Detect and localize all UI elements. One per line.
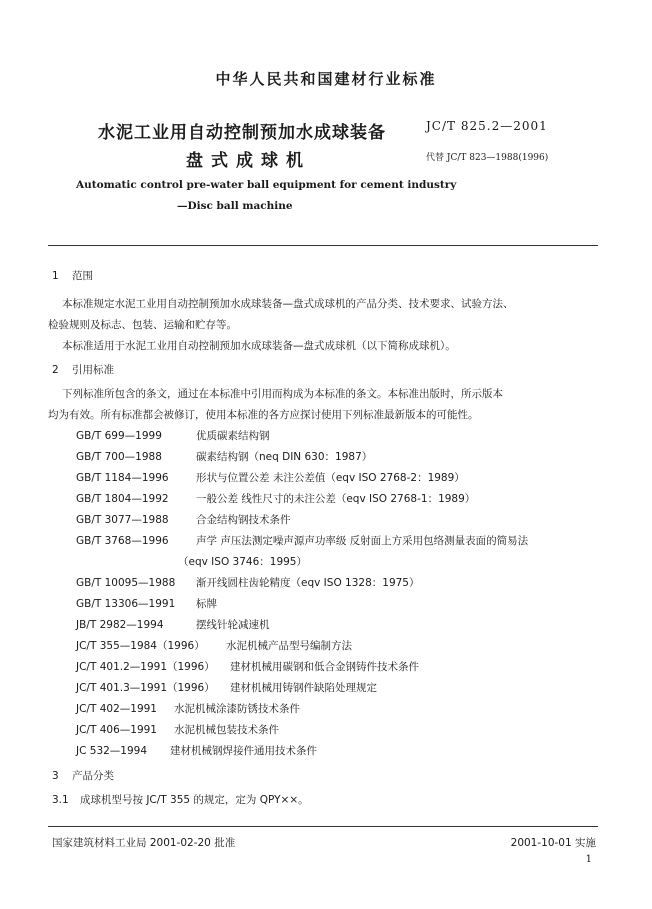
reference-item bbox=[76, 596, 217, 611]
reference-item bbox=[76, 722, 279, 737]
reference-item bbox=[76, 659, 419, 674]
reference-item bbox=[76, 575, 419, 590]
page-number: 1 bbox=[585, 854, 592, 865]
document-title-line2: 盘式成球机 bbox=[186, 151, 311, 171]
reference-item bbox=[76, 428, 270, 443]
section-2-paragraph-line2: 均为有效。所有标准都会被修订，使用本标准的各方应探讨使用下列标准最新版本的可能性。 bbox=[48, 409, 479, 421]
section-1-paragraph-1-line1: 本标准规定水泥工业用自动控制预加水成球装备—盘式成球机的产品分类、技术要求、试验方法、 bbox=[62, 298, 514, 310]
reference-title: 渐开线圆柱齿轮精度（eqv ISO 1328：1975） bbox=[196, 577, 420, 589]
reference-item bbox=[76, 533, 528, 548]
reference-code: JC/T 406—1991 bbox=[76, 724, 157, 736]
reference-title: 合金结构钢技术条件 bbox=[196, 514, 291, 526]
reference-item bbox=[76, 512, 291, 527]
reference-title: 水泥机械涂漆防锈技术条件 bbox=[174, 703, 300, 715]
reference-code: GB/T 699—1999 bbox=[76, 430, 162, 442]
reference-code: GB/T 1804—1992 bbox=[76, 493, 169, 505]
english-title-line1: Automatic control pre-water ball equipment for cement industry bbox=[76, 179, 457, 191]
section-2-paragraph-line1: 下列标准所包含的条文，通过在本标准中引用而构成为本标准的条文。本标准出版时，所示版本 bbox=[62, 388, 503, 400]
reference-item bbox=[76, 638, 352, 653]
reference-code: GB/T 700—1988 bbox=[76, 451, 162, 463]
section-1-heading bbox=[52, 268, 93, 283]
reference-title: 建材机械钢焊接件通用技术条件 bbox=[170, 745, 317, 757]
reference-title: 摆线针轮减速机 bbox=[196, 619, 270, 631]
clause-number: 3.1 bbox=[52, 794, 69, 806]
section-1-paragraph-1-line2: 检验规则及标志、包装、运输和贮存等。 bbox=[48, 319, 237, 331]
reference-item bbox=[76, 470, 465, 485]
reference-code: GB/T 1184—1996 bbox=[76, 472, 169, 484]
reference-code: JC/T 401.3—1991（1996） bbox=[76, 682, 215, 694]
clause-3-1 bbox=[52, 792, 309, 807]
reference-title: 水泥机械包装技术条件 bbox=[174, 724, 279, 736]
reference-title: 声学 声压法测定噪声源声功率级 反射面上方采用包络测量表面的简易法 bbox=[196, 535, 529, 547]
reference-code: GB/T 3077—1988 bbox=[76, 514, 169, 526]
implementation-date: 2001-10-01 实施 bbox=[510, 837, 596, 849]
section-title: 引用标准 bbox=[72, 364, 114, 376]
reference-item bbox=[76, 680, 377, 695]
standard-number: JC/T 825.2—2001 bbox=[426, 119, 548, 133]
footer-divider bbox=[48, 826, 598, 827]
section-number: 2 bbox=[52, 364, 59, 376]
reference-title-continuation: （eqv ISO 3746：1995） bbox=[178, 556, 307, 568]
section-2-heading bbox=[52, 362, 114, 377]
reference-title: 优质碳素结构钢 bbox=[196, 430, 270, 442]
reference-code: JC/T 402—1991 bbox=[76, 703, 157, 715]
section-title: 范围 bbox=[72, 270, 93, 282]
reference-item bbox=[76, 701, 300, 716]
approval-date: 国家建筑材料工业局 2001-02-20 批准 bbox=[52, 837, 236, 849]
reference-item bbox=[76, 491, 475, 506]
reference-title: 水泥机械产品型号编制方法 bbox=[226, 640, 352, 652]
reference-code: JC/T 355—1984（1996） bbox=[76, 640, 205, 652]
section-1-paragraph-2: 本标准适用于水泥工业用自动控制预加水成球装备—盘式成球机（以下简称成球机）。 bbox=[62, 340, 456, 352]
reference-title: 建材机械用碳钢和低合金钢铸件技术条件 bbox=[230, 661, 419, 673]
header-divider bbox=[48, 245, 598, 246]
section-3-heading bbox=[52, 768, 114, 783]
industry-standard-heading: 中华人民共和国建材行业标准 bbox=[215, 70, 437, 88]
reference-item bbox=[76, 743, 317, 758]
reference-code: GB/T 13306—1991 bbox=[76, 598, 176, 610]
reference-code: JC 532—1994 bbox=[76, 745, 148, 757]
section-title: 产品分类 bbox=[72, 770, 114, 782]
reference-title: 一般公差 线性尺寸的未注公差（eqv ISO 2768-1：1989） bbox=[196, 493, 476, 505]
reference-item bbox=[76, 617, 270, 632]
reference-code: JB/T 2982—1994 bbox=[76, 619, 164, 631]
reference-code: JC/T 401.2—1991（1996） bbox=[76, 661, 215, 673]
section-number: 1 bbox=[52, 270, 59, 282]
reference-code: GB/T 10095—1988 bbox=[76, 577, 176, 589]
clause-text: 成球机型号按 JC/T 355 的规定，定为 QPY××。 bbox=[80, 794, 309, 806]
reference-item bbox=[76, 449, 372, 464]
english-title-line2: —Disc ball machine bbox=[177, 200, 293, 212]
reference-title: 建材机械用铸钢件缺陷处理规定 bbox=[230, 682, 377, 694]
reference-code: GB/T 3768—1996 bbox=[76, 535, 169, 547]
reference-title: 标牌 bbox=[196, 598, 217, 610]
document-title-line1: 水泥工业用自动控制预加水成球装备 bbox=[98, 123, 386, 143]
reference-title: 形状与位置公差 未注公差值（eqv ISO 2768-2：1989） bbox=[196, 472, 465, 484]
replaces-standard: 代替 JC/T 823—1988(1996) bbox=[426, 153, 549, 163]
reference-title: 碳素结构钢（neq DIN 630：1987） bbox=[196, 451, 373, 463]
section-number: 3 bbox=[52, 770, 59, 782]
